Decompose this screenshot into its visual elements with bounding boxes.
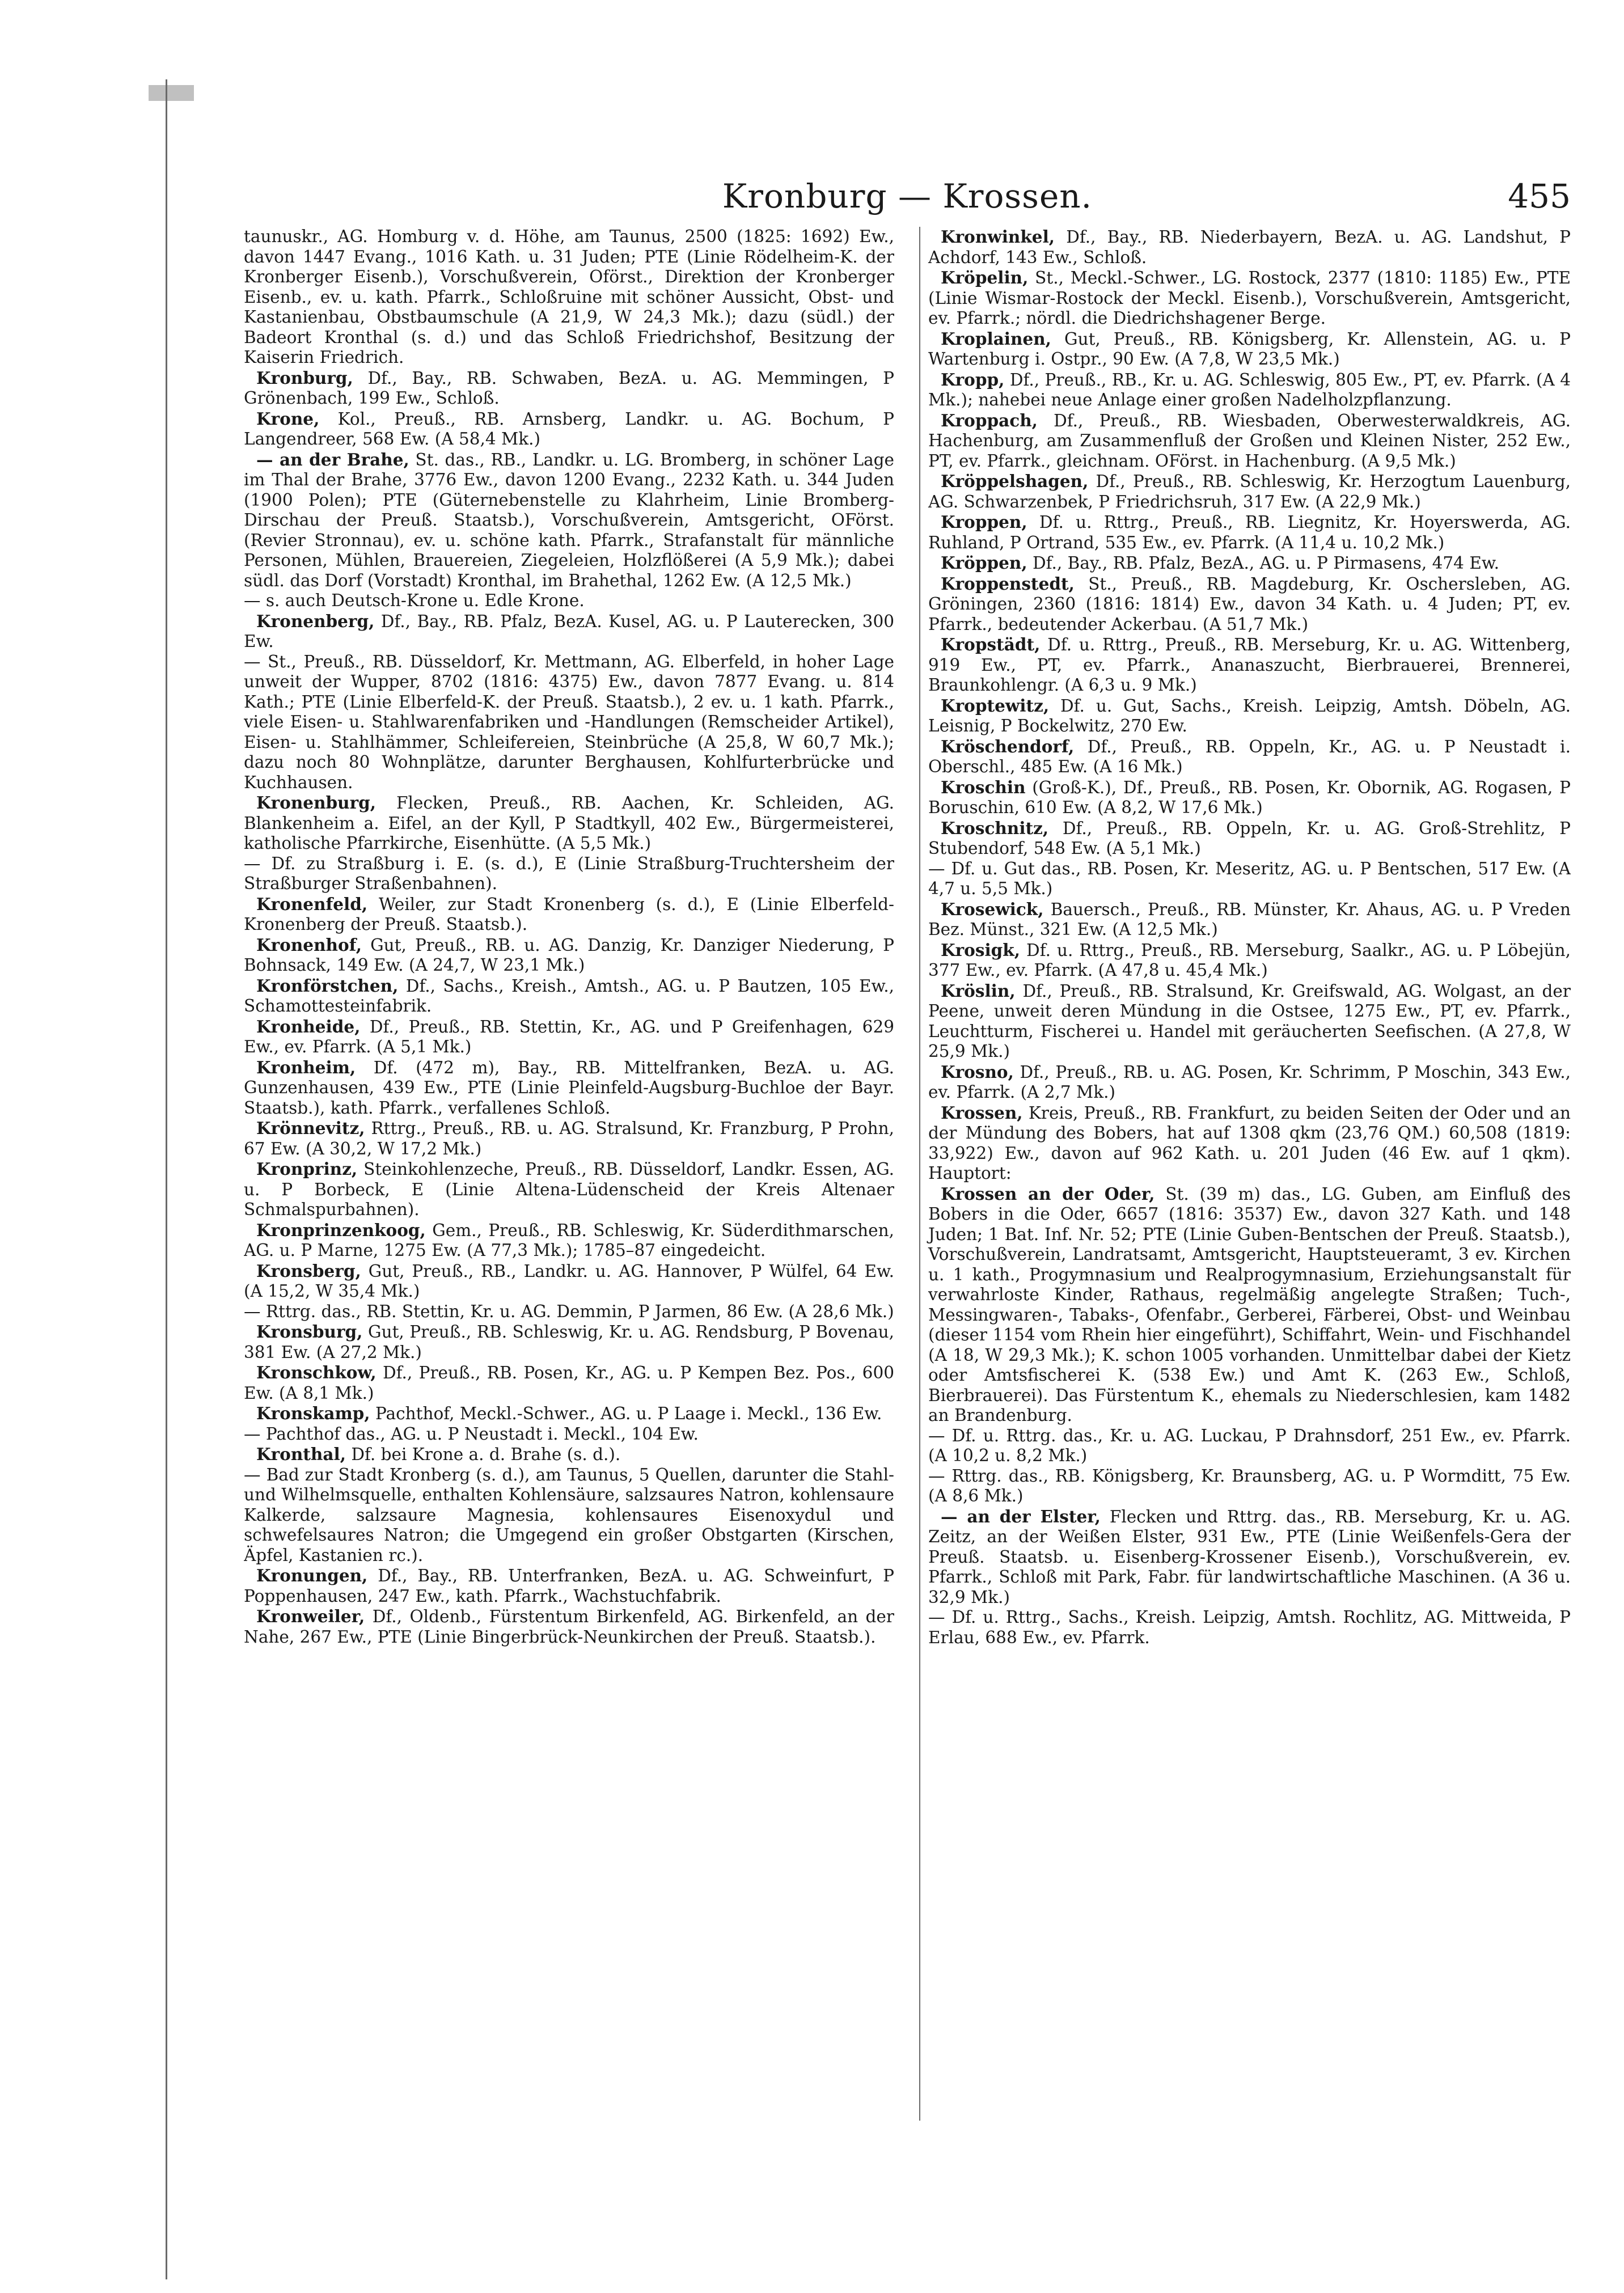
entry-text: St. (39 m) das., LG. Guben, am Einfluß des Bobers in die Oder, 6657 (1816: 3537) Ew., davon 327 Kath. und 148 Juden; 1 Bat. Inf. Nr. 52; PTE (Linie Guben-Bentschen der Preuß. Staatsb.), Vorschußverein, Landratsamt, Amtsgericht, Hauptsteueramt, 3 ev. Kirchen u. 1 kath., Progymnasium und Realprogymnasium, Erziehungsanstalt für verwahrloste Kinder, Rathaus, regelmäßig angelegte Straßen; Tuch-, Messingwaren-, Tabaks-, Ofenfabr., Gerberei, Färberei, Obst- und Weinbau (dieser 1154 vom Rhein hier eingeführt), Schiffahrt, Wein- und Fischhandel (A 18, W 29,3 Mk.); K. schon 1005 vorhanden. Unmittelbar dabei der Kietz oder Amtsfischerei K. (538 Ew.) und Amt K. (263 Ew., Schloß, Bierbrauerei). Das Fürstentum K., ehemals zu Niederschlesien, kam 1482 an Brandenburg.	[928, 1184, 1571, 1425]
dictionary-entry	[244, 1403, 894, 1424]
dictionary-entry	[244, 1159, 894, 1220]
entry-headword: Kronenhof,	[256, 934, 362, 955]
entry-headword: Kronweiler,	[256, 1606, 365, 1626]
entry-text: Df. u. Gut, Sachs., Kreish. Leipzig, Amtsh. Döbeln, AG. Leisnig, P Bockelwitz, 270 Ew.	[928, 696, 1571, 735]
dictionary-entry	[244, 652, 894, 793]
entry-headword: Kroschnitz,	[941, 818, 1049, 838]
dictionary-entry	[244, 1363, 894, 1403]
entry-headword: Kronsberg,	[256, 1260, 361, 1281]
dictionary-entry	[928, 1103, 1571, 1184]
page-number: 455	[1508, 177, 1571, 215]
entry-headword: Kröppen,	[941, 553, 1027, 573]
dictionary-entry	[928, 329, 1571, 370]
dictionary-entry	[244, 935, 894, 976]
entry-text: Steinkohlenzeche, Preuß., RB. Düsseldorf, Landkr. Essen, AG. u. P Borbeck, E (Linie Altena-Lüdenscheid der Kreis Altenaer Schmalspurbahnen).	[244, 1160, 894, 1219]
entry-headword: Krosewick,	[941, 899, 1044, 919]
margin-binding-mark	[149, 85, 194, 101]
dictionary-entry	[928, 1062, 1571, 1103]
entry-headword: Kroppenstedt,	[941, 573, 1075, 594]
entry-text: Df., Preuß., RB. Wiesbaden, Oberwesterwaldkreis, AG. Hachenburg, am Zusammenfluß der Großen und Kleinen Nister, 252 Ew., PT, ev. Pfarrk., gleichnam. OFörst. in Hachenburg. (A 9,5 Mk.)	[928, 411, 1571, 471]
dictionary-entry	[928, 574, 1571, 635]
entry-text: Gut, Preuß., RB. Königsberg, Kr. Allenstein, AG. u. P Wartenburg i. Ostpr., 90 Ew. (A 7,8, W 23,5 Mk.)	[928, 329, 1571, 369]
dictionary-entry	[928, 777, 1571, 818]
entry-headword: Kröpelin,	[941, 268, 1029, 287]
dictionary-entry	[244, 1017, 894, 1057]
entry-text: Df., Preuß., RB. Stralsund, Kr. Greifswald, AG. Wolgast, an der Peene, unweit deren Mündung in die Ostsee, 1275 Ew., PT, ev. Pfarrk., Leuchtturm, Fischerei u. Handel mit geräucherten Seefischen. (A 27,8, W 25,9 Mk.)	[928, 981, 1571, 1061]
entry-text: taunuskr., AG. Homburg v. d. Höhe, am Taunus, 2500 (1825: 1692) Ew., davon 1447 Evang., 1016 Kath. u. 31 Juden; PTE (Linie Rödelheim-K. der Kronberger Eisenb.), Vorschußverein, Oförst., Direktion der Kronberger Eisenb., ev. u. kath. Pfarrk., Schloßruine mit schöner Aussicht, Obst- und Kastanienbau, Obstbaumschule (A 21,9, W 24,3 Mk.); dazu (südl.) der Badeort Kronthal (s. d.) und das Schloß Friedrichshof, Besitzung der Kaiserin Friedrich.	[244, 227, 894, 367]
dictionary-entry	[244, 1057, 894, 1119]
dictionary-entry	[928, 818, 1571, 859]
entry-text: Df., Preuß., RB. Stettin, Kr., AG. und P Greifenhagen, 629 Ew., ev. Pfarrk. (A 5,1 Mk.)	[244, 1017, 894, 1056]
entry-headword: Kroptewitz,	[941, 695, 1050, 716]
entry-headword: Krosigk,	[941, 940, 1021, 960]
entry-headword: Kronprinz,	[256, 1159, 358, 1179]
entry-text: Pachthof, Meckl.-Schwer., AG. u. P Laage i. Meckl., 136 Ew.	[375, 1404, 882, 1423]
entry-headword: Kronprinzenkoog,	[256, 1220, 426, 1240]
entry-text: Df. bei Krone a. d. Brahe (s. d.).	[351, 1445, 621, 1464]
entry-text: Gem., Preuß., RB. Schleswig, Kr. Süderdithmarschen, AG. u. P Marne, 1275 Ew. (A 77,3 Mk.); 1785–87 eingedeicht.	[244, 1220, 894, 1260]
entry-headword: — an der Brahe,	[256, 449, 409, 469]
dictionary-entry	[244, 976, 894, 1017]
dictionary-entry	[928, 370, 1571, 411]
dictionary-entry	[928, 227, 1571, 268]
entry-text: Flecken, Preuß., RB. Aachen, Kr. Schleiden, AG. Blankenheim a. Eifel, an der Kyll, P Stadtkyll, 402 Ew., Bürgermeisterei, katholische Pfarrkirche, Eisenhütte. (A 5,5 Mk.)	[244, 793, 894, 853]
entry-headword: Kronenburg,	[256, 793, 377, 813]
entry-headword: Kroppach,	[941, 410, 1038, 430]
dictionary-entry	[928, 471, 1571, 512]
entry-text: Gut, Preuß., RB. u. AG. Danzig, Kr. Danziger Niederung, P Bohnsack, 149 Ew. (A 24,7, W 23,1 Mk.)	[244, 935, 894, 975]
entry-headword: Kronsburg,	[256, 1322, 363, 1342]
dictionary-entry	[244, 1465, 894, 1566]
entry-text: Df. u. Rttrg., Preuß., RB. Merseburg, Saalkr., AG. u. P Löbejün, 377 Ew., ev. Pfarrk. (A 47,8 u. 45,4 Mk.)	[928, 940, 1571, 980]
dictionary-entry	[244, 1118, 894, 1159]
dictionary-entry	[928, 411, 1571, 472]
dictionary-entry	[244, 1220, 894, 1261]
entry-headword: Kronschkow,	[256, 1363, 377, 1382]
entry-headword: — an der Elster,	[941, 1506, 1101, 1526]
dictionary-entry	[928, 696, 1571, 737]
entry-text: St., Preuß., RB. Magdeburg, Kr. Oschersleben, AG. Gröningen, 2360 (1816: 1814) Ew., davon 34 Kath. u. 4 Juden; PT, ev. Pfarrk., bedeutender Ackerbau. (A 51,7 Mk.)	[928, 574, 1571, 634]
entry-text: — Pachthof das., AG. u. P Neustadt i. Meckl., 104 Ew.	[244, 1424, 699, 1444]
entry-headword: Krosno,	[941, 1061, 1014, 1082]
dictionary-entry	[928, 1426, 1571, 1466]
entry-headword: Kropp,	[941, 369, 1005, 390]
dictionary-entry	[244, 1606, 894, 1647]
entry-headword: Kronenfeld,	[256, 894, 368, 914]
entry-headword: Kröppelshagen,	[941, 471, 1089, 491]
entry-text: Rttrg., Preuß., RB. u. AG. Stralsund, Kr. Franzburg, P Prohn, 67 Ew. (A 30,2, W 17,2 Mk.)	[244, 1119, 894, 1158]
entry-text: Df., Bay., RB. Pfalz, BezA., AG. u. P Pirmasens, 474 Ew.	[1033, 553, 1499, 573]
entry-headword: Kronheim,	[256, 1057, 356, 1077]
margin-rule	[166, 79, 167, 2279]
running-head: Kronburg — Krossen.	[722, 177, 1093, 215]
entry-text: Gut, Preuß., RB., Landkr. u. AG. Hannover, P Wülfel, 64 Ew. (A 15,2, W 35,4 Mk.)	[244, 1261, 894, 1301]
entry-text: — Df. zu Straßburg i. E. (s. d.), E (Linie Straßburg-Truchtersheim der Straßburger Straßenbahnen).	[244, 853, 894, 893]
entry-headword: Kronburg,	[256, 367, 353, 388]
dictionary-entry	[928, 553, 1571, 574]
dictionary-entry	[244, 1302, 894, 1322]
entry-text: (Groß-K.), Df., Preuß., RB. Posen, Kr. Obornik, AG. Rogasen, P Boruschin, 610 Ew. (A 8,2, W 17,6 Mk.)	[928, 777, 1571, 817]
entry-text: Gut, Preuß., RB. Schleswig, Kr. u. AG. Rendsburg, P Bovenau, 381 Ew. (A 27,2 Mk.)	[244, 1322, 894, 1362]
entry-headword: Kronförstchen,	[256, 975, 399, 996]
dictionary-entry	[244, 1566, 894, 1606]
entry-text: Flecken und Rttrg. das., RB. Merseburg, Kr. u. AG. Zeitz, an der Weißen Elster, 931 Ew., PTE (Linie Weißenfels-Gera der Preuß. Staatsb. u. Eisenberg-Krossener Eisenb.), Vorschußverein, ev. Pfarrk., Schloß mit Park, Fabr. für landwirtschaftliche Maschinen. (A 36 u. 32,9 Mk.)	[928, 1507, 1571, 1607]
dictionary-entry	[244, 1444, 894, 1465]
entry-text: Df., Bay., RB. Pfalz, BezA. Kusel, AG. u. P Lauterecken, 300 Ew.	[244, 611, 894, 651]
entry-text: Df. (472 m), Bay., RB. Mittelfranken, BezA. u. AG. Gunzenhausen, 439 Ew., PTE (Linie Pleinfeld-Augsburg-Buchloe der Bayr. Staatsb.), kath. Pfarrk., verfallenes Schloß.	[244, 1057, 894, 1118]
entry-headword: Kronenberg,	[256, 611, 375, 631]
dictionary-entry	[928, 512, 1571, 553]
dictionary-entry	[928, 981, 1571, 1062]
entry-text: St. das., RB., Landkr. u. LG. Bromberg, in schöner Lage im Thal der Brahe, 3776 Ew., davon 1200 Evang., 2232 Kath. u. 344 Juden (1900 Polen); PTE (Güternebenstelle zu Klahrheim, Linie Bromberg-Dirschau der Preuß. Staatsb.), Vorschußverein, Amtsgericht, OFörst. (Revier Stronnau), ev. u. schöne kath. Pfarrk., Strafanstalt für männliche Personen, Mühlen, Brauereien, Ziegeleien, Holzflößerei (A 5,9 Mk.); dabei südl. das Dorf (Vorstadt) Kronthal, im Brahethal, 1262 Ew. (A 12,5 Mk.)	[244, 450, 894, 590]
entry-text: — Bad zur Stadt Kronberg (s. d.), am Taunus, 5 Quellen, darunter die Stahl- und Wilhelmsquelle, enthalten Kohlensäure, salzsaures Natron, kohlensaure Kalkerde, salzsaure Magnesia, kohlensaures Eisenoxydul und schwefelsaures Natron; die Umgegend ein großer Obstgarten (Kirschen, Äpfel, Kastanien rc.).	[244, 1465, 894, 1565]
entry-text: — Df. u. Gut das., RB. Posen, Kr. Meseritz, AG. u. P Bentschen, 517 Ew. (A 4,7 u. 5,5 Mk.)	[928, 858, 1571, 898]
dictionary-entry	[244, 793, 894, 854]
entry-text: Bauersch., Preuß., RB. Münster, Kr. Ahaus, AG. u. P Vreden Bez. Münst., 321 Ew. (A 12,5 Mk.)	[928, 899, 1571, 939]
entry-headword: Krone,	[256, 408, 320, 429]
dictionary-entry	[244, 1322, 894, 1363]
entry-text: Df., Preuß., RB., Kr. u. AG. Schleswig, 805 Ew., PT, ev. Pfarrk. (A 4 Mk.); nahebei neue Anlage einer großen Nadelholzpflanzung.	[928, 370, 1571, 409]
entry-text: Df., Bay., RB. Unterfranken, BezA. u. AG. Schweinfurt, P Poppenhausen, 247 Ew., kath. Pfarrk., Wachstuchfabrik.	[244, 1566, 894, 1606]
dictionary-entry	[928, 1507, 1571, 1608]
dictionary-entry	[244, 1261, 894, 1302]
entry-headword: Kroppen,	[941, 512, 1027, 532]
dictionary-entry	[244, 450, 894, 591]
entry-headword: Krossen an der Oder,	[941, 1183, 1155, 1204]
dictionary-entry	[244, 854, 894, 894]
dictionary-entry	[928, 1607, 1571, 1648]
entry-text: — Rttrg. das., RB. Königsberg, Kr. Braunsberg, AG. u. P Wormditt, 75 Ew. (A 8,6 Mk.)	[928, 1466, 1571, 1505]
entry-headword: Kronungen,	[256, 1566, 368, 1585]
dictionary-entry	[244, 368, 894, 409]
entry-text: Df., Oldenb., Fürstentum Birkenfeld, AG. Birkenfeld, an der Nahe, 267 Ew., PTE (Linie Bingerbrück-Neunkirchen der Preuß. Staatsb.).	[244, 1607, 894, 1647]
entry-text: Df., Preuß., RB. Oppeln, Kr., AG. u. P Neustadt i. Oberschl., 485 Ew. (A 16 Mk.)	[928, 737, 1571, 776]
dictionary-entry	[928, 899, 1571, 940]
entry-text: Df., Preuß., RB. Posen, Kr., AG. u. P Kempen Bez. Pos., 600 Ew. (A 8,1 Mk.)	[244, 1363, 894, 1403]
entry-text: Df., Bay., RB. Schwaben, BezA. u. AG. Memmingen, P Grönenbach, 199 Ew., Schloß.	[244, 368, 894, 408]
entry-text: Df., Preuß., RB. u. AG. Posen, Kr. Schrimm, P Moschin, 343 Ew., ev. Pfarrk. (A 2,7 Mk.)	[928, 1062, 1571, 1102]
dictionary-entry	[928, 634, 1571, 696]
dictionary-entry	[928, 1184, 1571, 1426]
entry-headword: Kroschin	[941, 777, 1026, 797]
entry-headword: Kroplainen,	[941, 328, 1051, 349]
entry-headword: Kronheide,	[256, 1016, 361, 1036]
entry-text: Df., Bay., RB. Niederbayern, BezA. u. AG. Landshut, P Achdorf, 143 Ew., Schloß.	[928, 227, 1571, 267]
entry-text: Weiler, zur Stadt Kronenberg (s. d.), E (Linie Elberfeld-Kronenberg der Preuß. Staatsb.).	[244, 894, 894, 934]
dictionary-entry	[244, 894, 894, 935]
dictionary-entry	[928, 859, 1571, 899]
entry-text: Df., Sachs., Kreish., Amtsh., AG. u. P Bautzen, 105 Ew., Schamottesteinfabrik.	[244, 976, 894, 1016]
dictionary-entry	[928, 737, 1571, 777]
dictionary-entry	[244, 611, 894, 652]
left-column	[244, 227, 894, 2121]
entry-text: Kreis, Preuß., RB. Frankfurt, zu beiden Seiten der Oder und an der Mündung des Bobers, hat auf 1308 qkm (23,76 QM.) 60,508 (1819: 33,922) Ew., davon auf 962 Kath. u. 201 Juden (46 Ew. auf 1 qkm). Hauptort:	[928, 1103, 1571, 1183]
entry-headword: Kronskamp,	[256, 1403, 370, 1423]
entry-headword: Kronthal,	[256, 1444, 346, 1464]
entry-text: — Rttrg. das., RB. Stettin, Kr. u. AG. Demmin, P Jarmen, 86 Ew. (A 28,6 Mk.)	[244, 1301, 894, 1321]
dictionary-entry	[244, 227, 894, 368]
entry-text: Df. u. Rttrg., Preuß., RB. Liegnitz, Kr. Hoyerswerda, AG. Ruhland, P Ortrand, 535 Ew., ev. Pfarrk. (A 11,4 u. 10,2 Mk.)	[928, 513, 1571, 552]
entry-text: Df., Preuß., RB. Oppeln, Kr. u. AG. Groß-Strehlitz, P Stubendorf, 548 Ew. (A 5,1 Mk.)	[928, 818, 1571, 858]
dictionary-entry	[244, 591, 894, 611]
entry-text: — s. auch Deutsch-Krone u. Edle Krone.	[244, 591, 585, 610]
right-column	[919, 227, 1571, 2121]
dictionary-entry	[244, 409, 894, 450]
dictionary-entry	[244, 1424, 894, 1445]
entry-headword: Krönnevitz,	[256, 1118, 365, 1138]
page-header	[244, 177, 1571, 222]
entry-text: Kol., Preuß., RB. Arnsberg, Landkr. u. AG. Bochum, P Langendreer, 568 Ew. (A 58,4 Mk.)	[244, 409, 894, 449]
dictionary-entry	[928, 268, 1571, 329]
entry-headword: Krossen,	[941, 1102, 1023, 1123]
entry-text: St., Meckl.-Schwer., LG. Rostock, 2377 (1810: 1185) Ew., PTE (Linie Wismar-Rostock der Meckl. Eisenb.), Vorschußverein, Amtsgericht, ev. Pfarrk.; nördl. die Diedrichshagener Berge.	[928, 268, 1571, 328]
entry-text: — Df. u. Rttrg., Sachs., Kreish. Leipzig, Amtsh. Rochlitz, AG. Mittweida, P Erlau, 688 Ew., ev. Pfarrk.	[928, 1607, 1571, 1647]
entry-text: — Df. u. Rttrg. das., Kr. u. AG. Luckau, P Drahnsdorf, 251 Ew., ev. Pfarrk. (A 10,2 u. 8,2 Mk.)	[928, 1425, 1571, 1465]
entry-text: Df. u. Rttrg., Preuß., RB. Merseburg, Kr. u. AG. Wittenberg, 919 Ew., PT, ev. Pfarrk., Ananaszucht, Bierbrauerei, Brennerei, Braunkohlengr. (A 6,3 u. 9 Mk.)	[928, 635, 1571, 695]
dictionary-entry	[928, 940, 1571, 981]
text-columns	[244, 227, 1571, 2121]
entry-headword: Kröslin,	[941, 980, 1016, 1001]
entry-text: Df., Preuß., RB. Schleswig, Kr. Herzogtum Lauenburg, AG. Schwarzenbek, P Friedrichsruh, 317 Ew. (A 22,9 Mk.)	[928, 472, 1571, 511]
entry-headword: Kröschendorf,	[941, 736, 1075, 756]
entry-text: — St., Preuß., RB. Düsseldorf, Kr. Mettmann, AG. Elberfeld, in hoher Lage unweit der Wupper, 8702 (1816: 4375) Ew., davon 7877 Evang. u. 814 Kath.; PTE (Linie Elberfeld-K. der Preuß. Staatsb.), 2 ev. u. 1 kath. Pfarrk., viele Eisen- u. Stahlwarenfabriken und -Handlungen (Remscheider Artikel), Eisen- u. Stahlhämmer, Schleifereien, Steinbrüche (A 25,8, W 60,7 Mk.); dazu noch 80 Wohnplätze, darunter Berghausen, Kohlfurterbrücke und Kuchhausen.	[244, 651, 894, 792]
entry-headword: Kropstädt,	[941, 634, 1041, 654]
entry-headword: Kronwinkel,	[941, 227, 1055, 247]
dictionary-entry	[928, 1466, 1571, 1507]
